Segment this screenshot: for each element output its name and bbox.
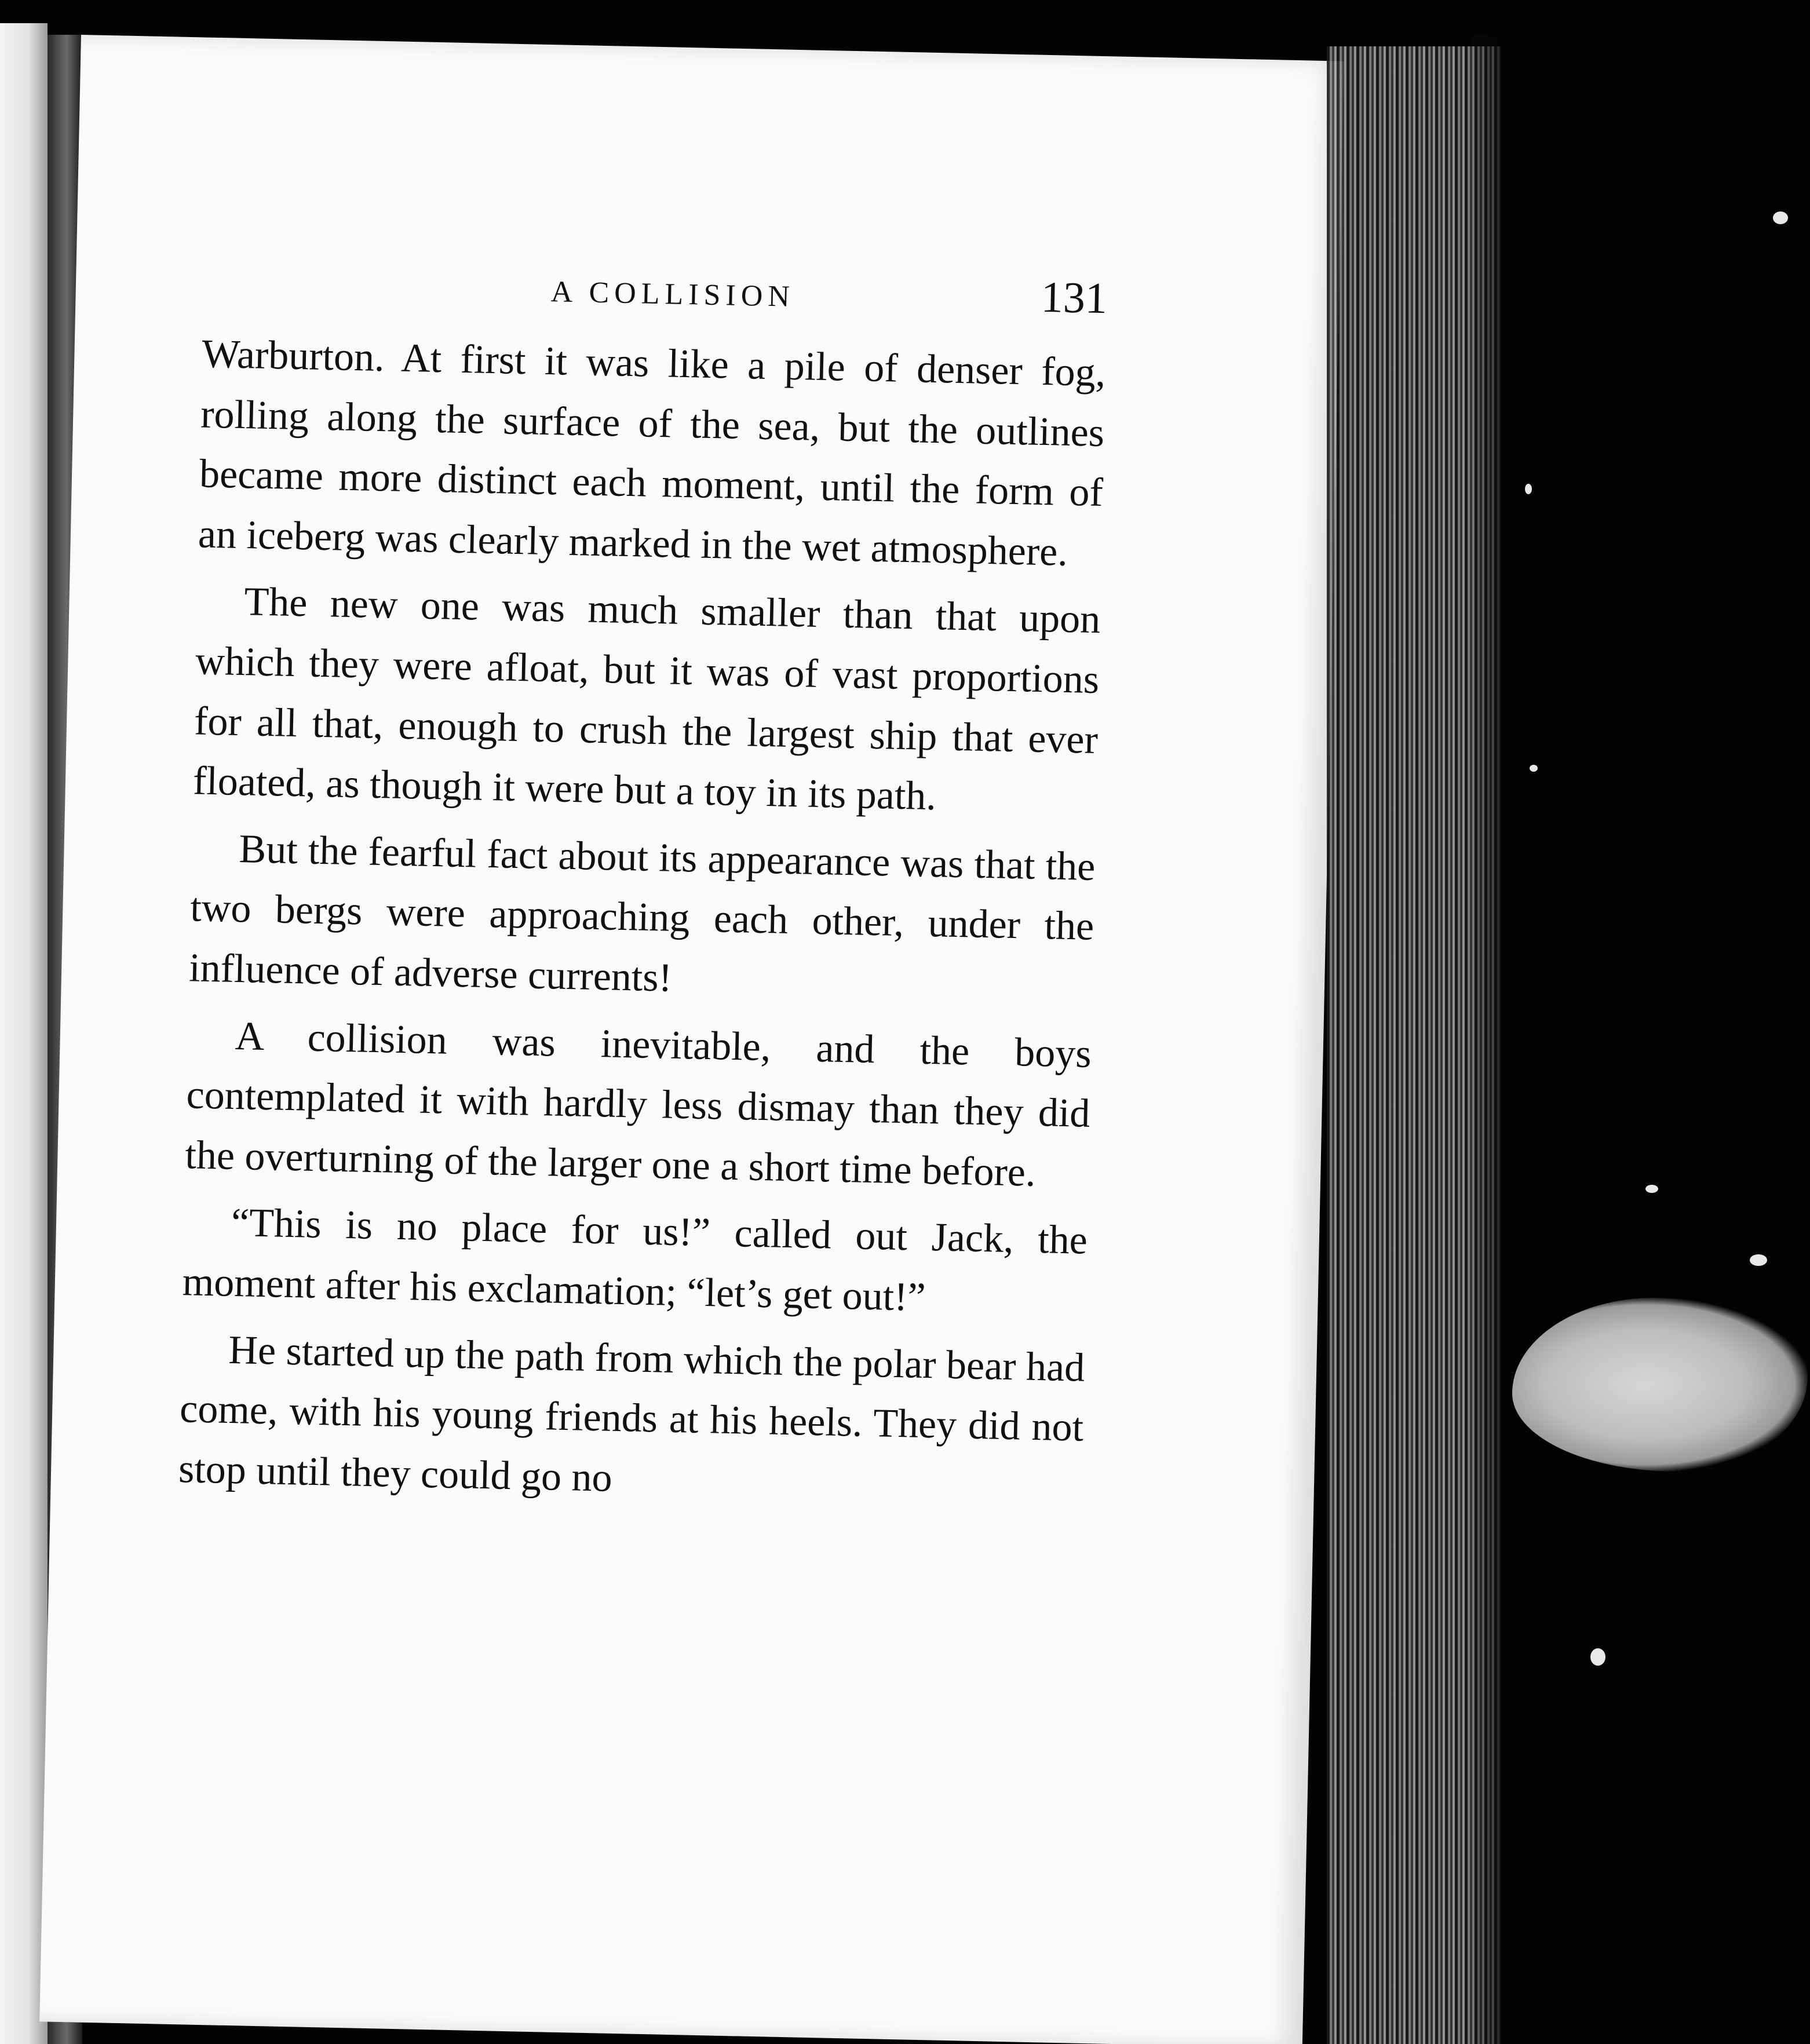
paragraph: A collision was inevitable, and the boys contemplated it with hardly less dismay than they did the overturning of the larger one a short time before. [184, 1013, 1092, 1195]
book-page [39, 35, 1344, 2044]
paragraph: “This is no place for us!” called out Jack, the moment after his exclamation; “let’s get out!” [182, 1200, 1088, 1320]
paragraph: But the fearful fact about its appearance was that the two bergs were approaching each other, under the influence of adverse currents! [188, 826, 1096, 1001]
dust-speck [1645, 1185, 1658, 1193]
dust-speck [1590, 1648, 1605, 1666]
paper-stain [1512, 1298, 1808, 1472]
dust-speck [1750, 1254, 1767, 1266]
dust-speck [1530, 765, 1538, 772]
page-header [75, 252, 1107, 326]
paragraph: Warburton. At first it was like a pile of denser fog, rolling along the surface of the sea, but the outlines became more distinct each moment, until the form of an iceberg was clearly marked in the wet atmosphere. [198, 331, 1106, 575]
page-number: 131 [1041, 272, 1108, 323]
page-edges-shadow [1472, 35, 1518, 2044]
paragraph: The new one was much smaller than that upon which they were afloat, but it was of vast proportions for all that, enough to crush the largest ship that ever floated, as though it were but a toy in its path. [192, 579, 1101, 819]
dust-speck [1525, 484, 1532, 494]
running-head: A COLLISION [550, 275, 795, 313]
dust-speck [1773, 211, 1788, 224]
paragraph: He started up the path from which the polar bear had come, with his young friends at his heels. They did not stop until they could go no [178, 1327, 1086, 1501]
body-text [178, 324, 1106, 1518]
facing-page-edge [0, 23, 48, 2044]
